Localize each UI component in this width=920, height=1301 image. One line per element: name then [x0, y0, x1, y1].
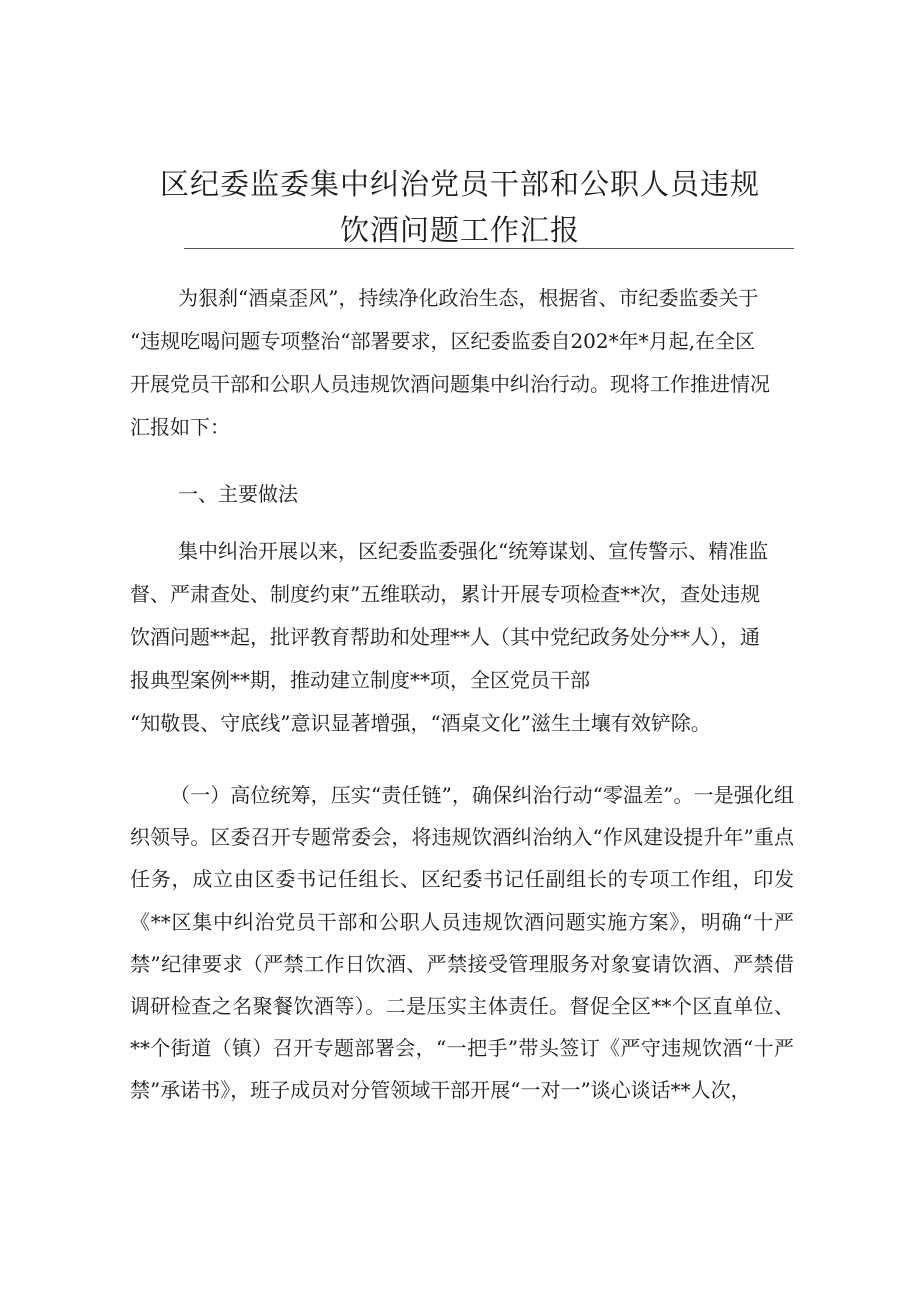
subsection-paragraph: （一）高位统筹，压实“责任链”，确保纠治行动“零温差”。一是强化组织领导。区委召开专题常委会，将违规饮酒纠治纳入“作风建设提升年”重点任务，成立由区委书记任组长、区纪委书记任副组长的专项工作组，印发《**区集中纠治党员干部和公职人员违规饮酒问题实施方案》，明确“十严禁”纪律要求（严禁工作日饮酒、严禁接受管理服务对象宴请饮酒、严禁借调研检查之名聚餐饮酒等）。二是压实主体责任。督促全区**个区直单位、**个街道（镇）召开专题部署会，“一把手”带头签订《严守违规饮酒“十严禁”承诺书》，班子成员对分管领域干部开展“一对一”谈心谈话**人次， — [130, 783, 794, 1103]
document-title-line-2: 饮酒问题工作汇报 — [339, 213, 580, 247]
section-line-4: 报典型案例**期，推动建立制度**项，全区党员干部 — [130, 668, 590, 692]
intro-line-4: 汇报如下： — [130, 415, 230, 439]
intro-line-1: 为狠刹“酒桌歪风”，持续净化政治生态，根据省、市纪委监委关于 — [178, 286, 759, 310]
section-heading: 一、主要做法 — [178, 482, 298, 506]
document-title-line-1: 区纪委监委集中纠治党员干部和公职人员违规 — [159, 167, 760, 201]
title-divider — [184, 248, 794, 249]
section-line-1: 集中纠治开展以来，区纪委监委强化“统筹谋划、宣传警示、精准监 — [178, 539, 769, 563]
section-line-3: 饮酒问题**起，批评教育帮助和处理**人（其中党纪政务处分**人），通 — [130, 625, 760, 649]
intro-line-3: 开展党员干部和公职人员违规饮酒问题集中纠治行动。现将工作推进情况 — [130, 372, 770, 396]
section-line-5: “知敬畏、守底线”意识显著增强，“酒桌文化”滋生土壤有效铲除。 — [130, 711, 711, 735]
intro-line-2: “违规吃喝问题专项整治“部署要求，区纪委监委自202*年*月起,在全区 — [130, 329, 755, 353]
section-line-2: 督、严肃查处、制度约束”五维联动，累计开展专项检查**次，查处违规 — [130, 582, 761, 606]
